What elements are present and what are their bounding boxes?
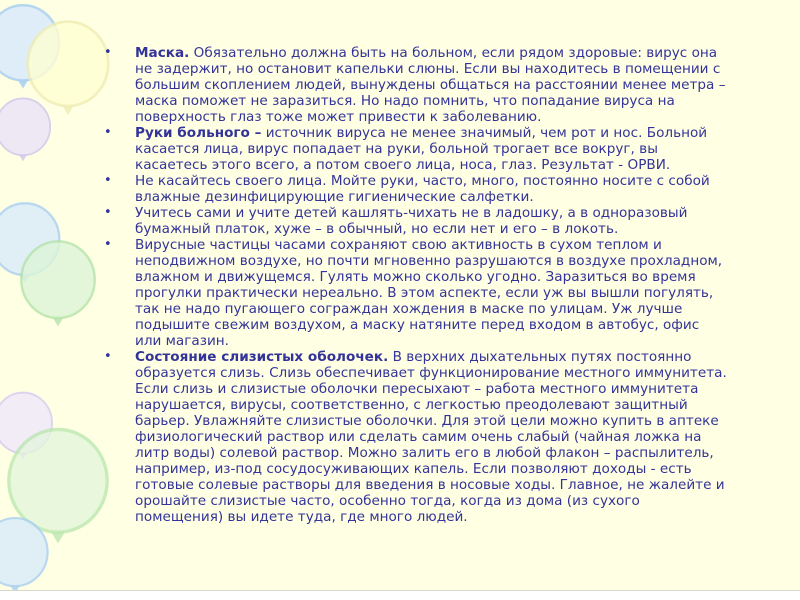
- bullet-marker: •: [104, 173, 112, 188]
- balloon-blue-bottom-icon: [0, 515, 52, 600]
- bullet-marker: •: [104, 45, 112, 60]
- bullet-item: [99, 237, 727, 349]
- bullet-marker: •: [104, 125, 112, 140]
- bullet-body: Вирусные частицы часами сохраняют свою активность в сухом теплом и неподвижном воздухе, но почти мгновенно разрушаются в воздухе прохладном, влажном и движущемся. Гулять можно сколько угодно. Заразиться во время прогулки практически нереально. В этом аспекте, если уж вы вышли погулять, так не надо пугающего сограждан хождения в маске по улицам. Уж лучше подышите свежим воздухом, а маску натяните перед входом в автобус, офис или магазин.: [135, 237, 723, 349]
- bullet-body: Учитесь сами и учите детей кашлять-чихать не в ладошку, а в одноразовый бумажный платок, хуже – в обычный, но если нет и его – в локоть.: [135, 205, 688, 237]
- bullet-text: [135, 45, 727, 125]
- bullet-text: [135, 237, 727, 349]
- bullet-lead-bold: Состояние слизистых оболочек.: [135, 349, 389, 365]
- bullet-marker: •: [104, 237, 112, 252]
- bullet-marker: •: [104, 349, 112, 364]
- bullet-text: [135, 173, 727, 205]
- balloon-green-middle-icon: [16, 238, 100, 338]
- bullet-list: [99, 45, 727, 525]
- bullet-item: [99, 125, 727, 173]
- bullet-item: [99, 173, 727, 205]
- bullet-text: [135, 349, 727, 525]
- bullet-lead-bold: Маска.: [135, 45, 190, 61]
- bullet-item: [99, 45, 727, 125]
- bullet-item: [99, 349, 727, 525]
- bullet-body: В верхних дыхательных путях постоянно образуется слизь. Слизь обеспечивает функционирование местного иммунитета. Если слизь и слизистые оболочки пересыхают – работа местного иммунитета нарушается, вирусы, соответственно, с легкостью преодолевают защитный барьер. Увлажняйте слизистые оболочки. Для этой цели можно купить в аптеке физиологический раствор или сделать самим очень слабый (чайная ложка на литр воды) солевой раствор. Можно залить его в любой флакон – распылитель, например, из-под сосудосуживающих капель. Если позволяют доходы - есть готовые солевые растворы для введения в носовые ходы. Главное, не жалейте и орошайте слизистые часто, особенно тогда, когда из дома (из сухого помещения) вы идете туда, где много людей.: [135, 349, 727, 525]
- bullet-body: Не касайтесь своего лица. Мойте руки, часто, много, постоянно носите с собой влажные дезинфицирующие гигиенические салфетки.: [135, 173, 710, 205]
- bullet-item: [99, 205, 727, 237]
- bullet-text: [135, 125, 727, 173]
- slide-bottom-edge: [0, 590, 800, 600]
- bullet-body: Обязательно должна быть на больном, если рядом здоровые: вирус она не задержит, но остановит капельки слюны. Если вы находитесь в помещении с большим скоплением людей, вынуждены общаться на расстоянии менее метра – маска поможет не заразиться. Но надо помнить, что попадание вируса на поверхность глаз тоже может привести к заболеванию.: [135, 45, 726, 125]
- bullet-body: источник вируса не менее значимый, чем рот и нос. Больной касается лица, вирус попадает на руки, больной трогает все вокруг, вы касаетесь этого всего, а потом своего лица, носа, глаз. Результат - ОРВИ.: [135, 125, 708, 173]
- bullet-lead-bold: Руки больного –: [135, 125, 262, 141]
- balloon-lavender-upper-icon: [0, 96, 54, 170]
- bullet-marker: •: [104, 205, 112, 220]
- bullet-text: [135, 205, 727, 237]
